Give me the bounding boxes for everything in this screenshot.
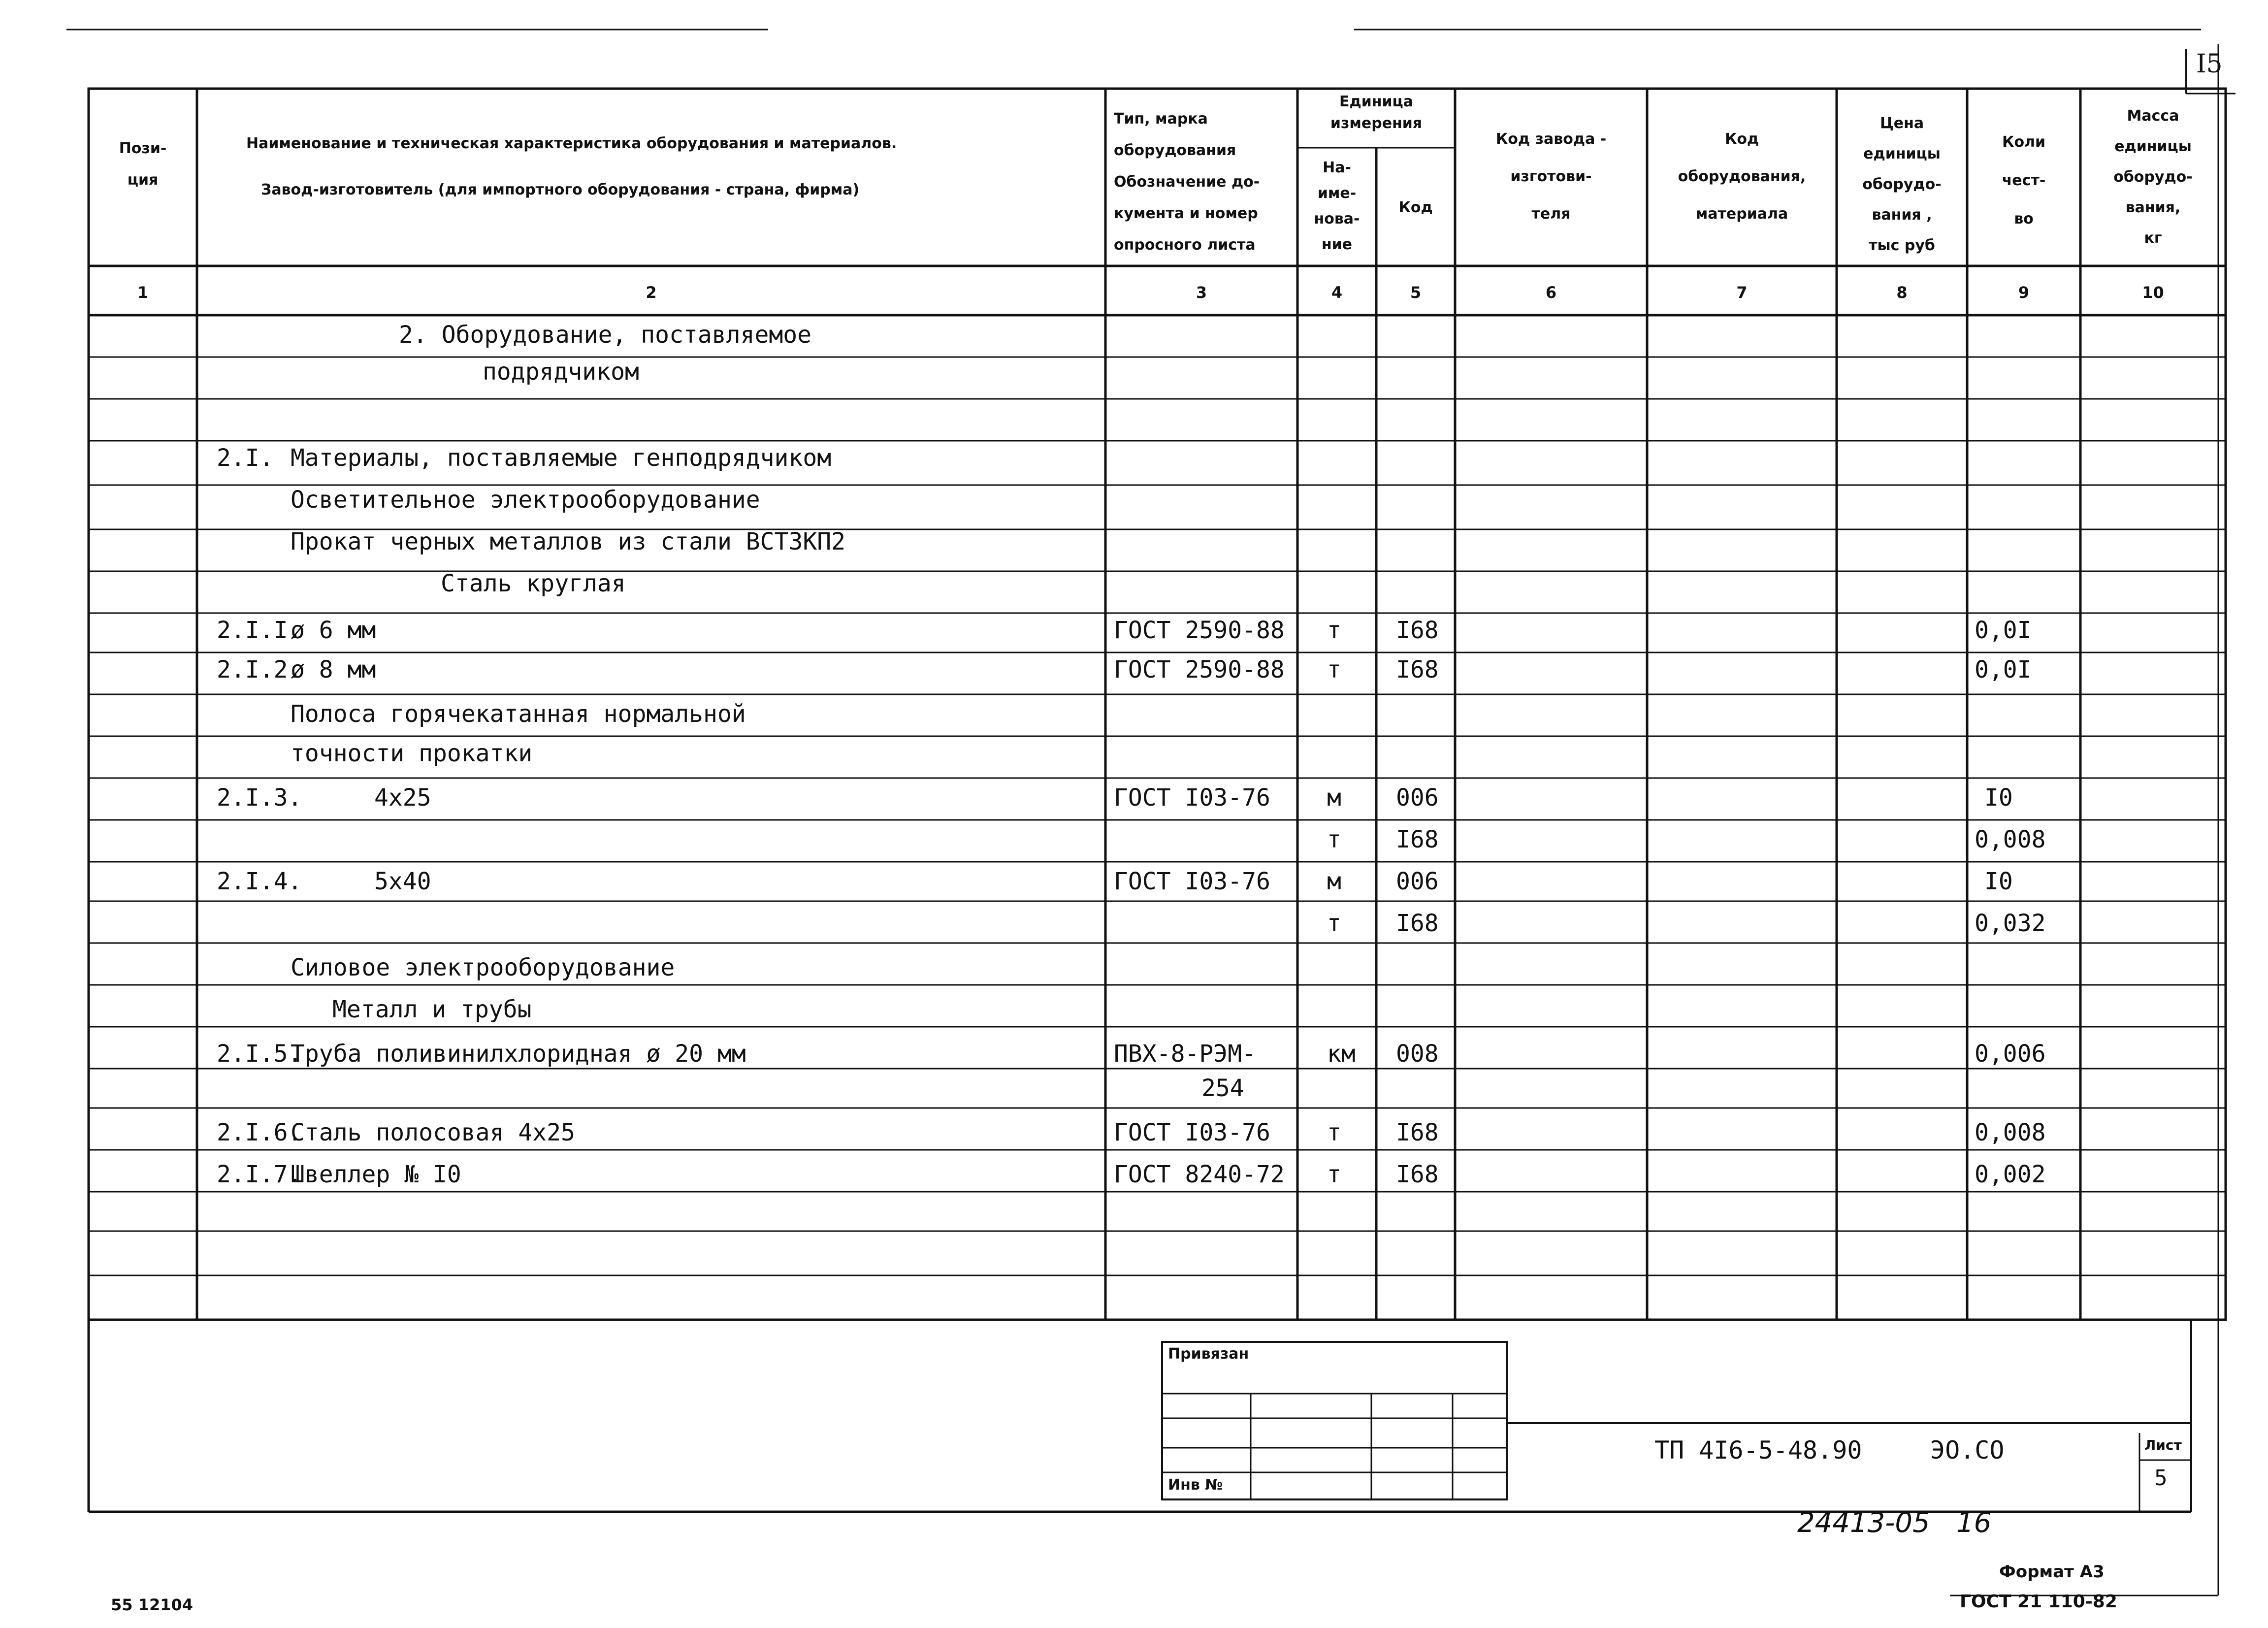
row-pos: 2.I.3. bbox=[217, 784, 302, 812]
row-pos: 2.I.7. bbox=[217, 1161, 302, 1188]
header-col6-line2: изготови- bbox=[1510, 168, 1592, 185]
header-unit-title-line2: измерения bbox=[1330, 115, 1423, 132]
row-code: I68 bbox=[1396, 826, 1439, 853]
row-name: Материалы, поставляемые генподрядчиком bbox=[291, 444, 832, 472]
header-col9 bbox=[1967, 123, 2080, 238]
header-col1-line2: ция bbox=[127, 171, 159, 189]
header-unit-title bbox=[1297, 91, 1455, 134]
row-name: Труба поливинилхлоридная ø 20 мм bbox=[291, 1040, 746, 1068]
colnum-9: 9 bbox=[2018, 283, 2030, 302]
row-doc: ГОСТ 2590-88 bbox=[1114, 617, 1285, 644]
row-unit: т bbox=[1327, 1119, 1341, 1146]
row-doc: ГОСТ 2590-88 bbox=[1114, 656, 1285, 684]
row-name: 2. Оборудование, поставляемое bbox=[399, 321, 812, 349]
row-doc: ГОСТ I03-76 bbox=[1114, 868, 1270, 895]
header-col6 bbox=[1455, 121, 1647, 233]
header-col10-line2: единицы bbox=[2114, 138, 2192, 155]
header-col8-line3: оборудо- bbox=[1862, 176, 1942, 193]
header-col3 bbox=[1114, 103, 1296, 261]
row-name: Металл и трубы bbox=[332, 996, 532, 1023]
row-name: подрядчиком bbox=[483, 358, 639, 386]
row-qty: 0,0I bbox=[1975, 656, 2032, 684]
row-code: I68 bbox=[1396, 617, 1439, 644]
format-label: Формат А3 bbox=[1999, 1562, 2105, 1582]
row-code: I68 bbox=[1396, 1161, 1439, 1188]
header-col9-line1: Коли bbox=[2002, 133, 2046, 151]
header-col4-line2: име- bbox=[1317, 185, 1357, 202]
row-pos: 2.I.4. bbox=[217, 868, 302, 895]
header-col6-line1: Код завода - bbox=[1495, 130, 1607, 148]
row-unit: м bbox=[1327, 784, 1341, 812]
row-name: 4x25 bbox=[374, 784, 431, 812]
colnum-2: 2 bbox=[646, 283, 657, 302]
colnum-6: 6 bbox=[1545, 283, 1557, 302]
row-doc: ПВХ-8-РЭМ- bbox=[1114, 1040, 1256, 1068]
header-col10-line3: оборудо- bbox=[2113, 168, 2193, 186]
row-pos: 2.I.6. bbox=[217, 1119, 302, 1146]
row-code: 008 bbox=[1396, 1040, 1439, 1068]
header-unit-title-line1: Единица bbox=[1339, 93, 1413, 110]
header-col4-line1: На- bbox=[1323, 159, 1351, 176]
header-col7-line2: оборудования, bbox=[1678, 168, 1806, 185]
header-col7 bbox=[1647, 121, 1837, 233]
colnum-1: 1 bbox=[137, 283, 149, 302]
header-col2-line1: Наименование и техническая характеристика оборудования и материалов. bbox=[246, 135, 897, 152]
gost-label: ГОСТ 21 110-82 bbox=[1960, 1592, 2117, 1612]
colnum-5: 5 bbox=[1410, 283, 1422, 302]
header-col7-line1: Код bbox=[1724, 130, 1759, 148]
header-col10-line5: кг bbox=[2144, 229, 2162, 247]
row-qty: 0,006 bbox=[1975, 1040, 2046, 1068]
bottom-left-code: 55 12104 bbox=[111, 1595, 193, 1614]
header-col4-line4: ние bbox=[1321, 236, 1353, 253]
stamp-privyazan: Привязан bbox=[1168, 1345, 1249, 1363]
row-qty: 0,032 bbox=[1975, 910, 2046, 937]
header-col3-line5: опросного листа bbox=[1114, 236, 1256, 254]
header-col4-line3: нова- bbox=[1314, 210, 1360, 228]
header-col8-line5: тыс руб bbox=[1869, 237, 1935, 254]
header-col2-line2: Завод-изготовитель (для импортного оборудования - страна, фирма) bbox=[261, 181, 860, 198]
row-name: Сталь круглая bbox=[441, 570, 626, 597]
colnum-8: 8 bbox=[1896, 283, 1908, 302]
stamp-inv: Инв № bbox=[1168, 1476, 1223, 1494]
stamp-mark: ЭО.СО bbox=[1930, 1436, 2005, 1465]
row-qty: I0 bbox=[1984, 784, 2013, 812]
row-name: Швеллер № I0 bbox=[291, 1161, 461, 1188]
row-code: I68 bbox=[1396, 910, 1439, 937]
row-unit: м bbox=[1327, 868, 1341, 895]
row-unit: т bbox=[1327, 910, 1341, 937]
row-doc: ГОСТ I03-76 bbox=[1114, 784, 1270, 812]
row-pos: 2.I.2. bbox=[217, 656, 302, 684]
colnum-4: 4 bbox=[1331, 283, 1343, 302]
row-name: Полоса горячекатанная нормальной bbox=[291, 700, 746, 728]
row-qty: 0,002 bbox=[1975, 1161, 2046, 1188]
header-col9-line3: во bbox=[2014, 210, 2034, 228]
row-name: Прокат черных металлов из стали ВСТ3КП2 bbox=[291, 528, 846, 555]
stamp-list-number: 5 bbox=[2154, 1465, 2168, 1491]
header-col10-line4: вания, bbox=[2125, 199, 2181, 216]
row-code: I68 bbox=[1396, 656, 1439, 684]
header-col1 bbox=[89, 133, 197, 196]
row-pos: 2.I.5. bbox=[217, 1040, 302, 1068]
header-col10-line1: Масса bbox=[2127, 107, 2179, 125]
header-col1-line1: Пози- bbox=[119, 140, 167, 157]
sheet-number-corner: I5 bbox=[2196, 49, 2223, 79]
stamp-list-label: Лист bbox=[2144, 1437, 2182, 1453]
row-doc: ГОСТ 8240-72 bbox=[1114, 1161, 1285, 1188]
header-col3-line2: оборудования bbox=[1114, 142, 1236, 159]
header-col5: Код bbox=[1398, 199, 1433, 216]
row-pos: 2.I.I. bbox=[217, 617, 302, 644]
row-name: ø 6 мм bbox=[291, 617, 376, 644]
header-col3-line4: кумента и номер bbox=[1114, 205, 1258, 222]
header-col3-line1: Тип, марка bbox=[1114, 110, 1208, 128]
header-col7-line3: материала bbox=[1695, 205, 1788, 223]
row-code: 006 bbox=[1396, 784, 1439, 812]
row-qty: 0,008 bbox=[1975, 1119, 2046, 1146]
colnum-3: 3 bbox=[1196, 283, 1207, 302]
row-code: I68 bbox=[1396, 1119, 1439, 1146]
row-pos: 2.I. bbox=[217, 444, 274, 472]
colnum-7: 7 bbox=[1736, 283, 1748, 302]
row-unit: т bbox=[1327, 617, 1341, 644]
row-name: 5x40 bbox=[374, 868, 431, 895]
header-col8-line2: единицы bbox=[1863, 145, 1941, 163]
row-name: точности прокатки bbox=[291, 740, 533, 767]
row-name: ø 8 мм bbox=[291, 656, 376, 684]
header-col8-line1: Цена bbox=[1879, 115, 1924, 132]
stamp-doc-code: ТП 4I6-5-48.90 bbox=[1654, 1436, 1862, 1465]
handwritten-number: 24413-05 16 bbox=[1797, 1507, 1992, 1539]
header-col8-line4: вания , bbox=[1872, 206, 1932, 224]
row-unit: км bbox=[1327, 1040, 1356, 1068]
row-name: Осветительное электрооборудование bbox=[291, 486, 760, 514]
row-qty: 0,0I bbox=[1975, 617, 2032, 644]
header-col9-line2: чест- bbox=[2002, 172, 2046, 189]
row-qty: 0,008 bbox=[1975, 826, 2046, 853]
header-col8 bbox=[1837, 108, 1967, 261]
row-doc: 254 bbox=[1201, 1074, 1244, 1102]
header-col10 bbox=[2080, 101, 2226, 254]
row-qty: I0 bbox=[1984, 868, 2013, 895]
row-unit: т bbox=[1327, 1161, 1341, 1188]
header-col3-line3: Обозначение до- bbox=[1114, 173, 1260, 191]
row-code: 006 bbox=[1396, 868, 1439, 895]
header-col2 bbox=[246, 128, 1098, 206]
colnum-10: 10 bbox=[2142, 283, 2164, 302]
header-col6-line3: теля bbox=[1531, 205, 1571, 223]
header-col4 bbox=[1297, 155, 1376, 258]
row-name: Сталь полосовая 4x25 bbox=[291, 1119, 575, 1146]
row-name: Силовое электрооборудование bbox=[291, 954, 675, 981]
row-doc: ГОСТ I03-76 bbox=[1114, 1119, 1270, 1146]
row-unit: т bbox=[1327, 826, 1341, 853]
row-unit: т bbox=[1327, 656, 1341, 684]
